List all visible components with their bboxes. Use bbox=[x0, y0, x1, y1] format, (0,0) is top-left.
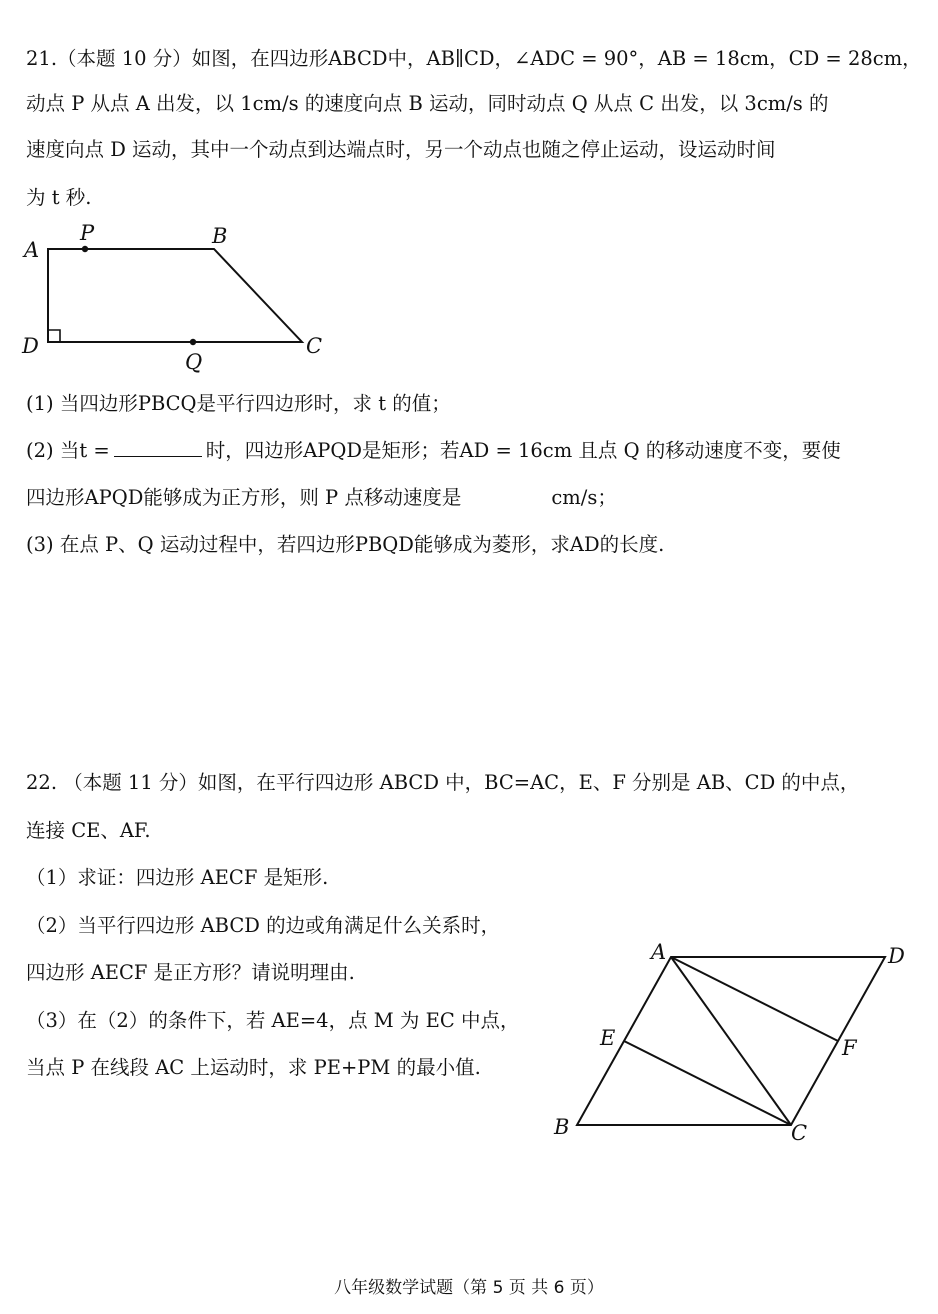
q21-part-2-prefix: (2) 当t = bbox=[26, 439, 110, 462]
label-d: D bbox=[22, 334, 39, 358]
q21-part-3: (3) 在点 P、Q 运动过程中，若四边形PBQD能够成为菱形，求AD的长度. bbox=[26, 533, 665, 556]
trapezoid-abcd bbox=[48, 249, 302, 342]
q21-part-2-speed-text: 四边形APQD能够成为正方形，则 P 点移动速度是 bbox=[26, 486, 462, 509]
q22-part-2-line-2: 四边形 AECF 是正方形？请说明理由. bbox=[26, 961, 355, 984]
q21-line-2: 动点 P 从点 A 出发，以 1cm/s 的速度向点 B 运动，同时动点 Q 从点 C 出发，以 3cm/s 的 bbox=[26, 92, 829, 115]
q21-part-2-line-2 bbox=[26, 484, 617, 512]
q21-part-2-line-1 bbox=[26, 437, 841, 465]
q21-part-2-suffix: 时，四边形APQD是矩形；若AD = 16cm 且点 Q 的移动速度不变，要使 bbox=[205, 439, 841, 462]
q21-line-1: 21.（本题 10 分）如图，在四边形ABCD中，AB∥CD，∠ADC = 90°，AB = 18cm，CD = 28cm， bbox=[26, 47, 922, 70]
q22-line-1: 22. （本题 11 分）如图，在平行四边形 ABCD 中，BC=AC，E、F 分别是 AB、CD 的中点， bbox=[26, 771, 860, 794]
segment-ce bbox=[624, 1041, 791, 1125]
q21-line-4: 为 t 秒. bbox=[26, 186, 92, 209]
q22-part-1: （1）求证：四边形 AECF 是矩形. bbox=[26, 866, 329, 889]
q21-part-2-unit: cm/s； bbox=[551, 486, 617, 509]
label-a: A bbox=[651, 940, 667, 964]
q21-part-1: (1) 当四边形PBCQ是平行四边形时，求 t 的值； bbox=[26, 392, 451, 415]
segment-af bbox=[671, 957, 838, 1041]
q22-part-3-line-2: 当点 P 在线段 AC 上运动时，求 PE+PM 的最小值. bbox=[26, 1056, 481, 1079]
q21-figure bbox=[21, 221, 322, 374]
label-c: C bbox=[306, 334, 323, 358]
point-q-dot bbox=[190, 339, 196, 345]
q22-line-2: 连接 CE、AF. bbox=[26, 819, 151, 842]
label-p: P bbox=[80, 221, 95, 245]
page-footer: 八年级数学试题（第 5 页 共 6 页） bbox=[334, 1278, 604, 1298]
label-a: A bbox=[24, 238, 40, 262]
label-b: B bbox=[212, 224, 228, 248]
q22-figure bbox=[553, 940, 905, 1145]
q21-line-3: 速度向点 D 运动，其中一个动点到达端点时，另一个动点也随之停止运动，设运动时间 bbox=[26, 138, 776, 161]
right-angle-mark bbox=[48, 330, 60, 342]
label-c: C bbox=[791, 1121, 808, 1145]
label-e: E bbox=[600, 1026, 616, 1050]
label-d: D bbox=[888, 944, 905, 968]
answer-blank-t bbox=[114, 438, 202, 457]
label-q: Q bbox=[185, 350, 203, 374]
label-f: F bbox=[842, 1036, 857, 1060]
diagonal-ac bbox=[671, 957, 791, 1125]
point-p-dot bbox=[82, 246, 88, 252]
q22-part-2-line-1: （2）当平行四边形 ABCD 的边或角满足什么关系时， bbox=[26, 914, 501, 937]
q22-part-3-line-1: （3）在（2）的条件下，若 AE=4，点 M 为 EC 中点， bbox=[26, 1009, 520, 1032]
label-b: B bbox=[554, 1115, 570, 1139]
